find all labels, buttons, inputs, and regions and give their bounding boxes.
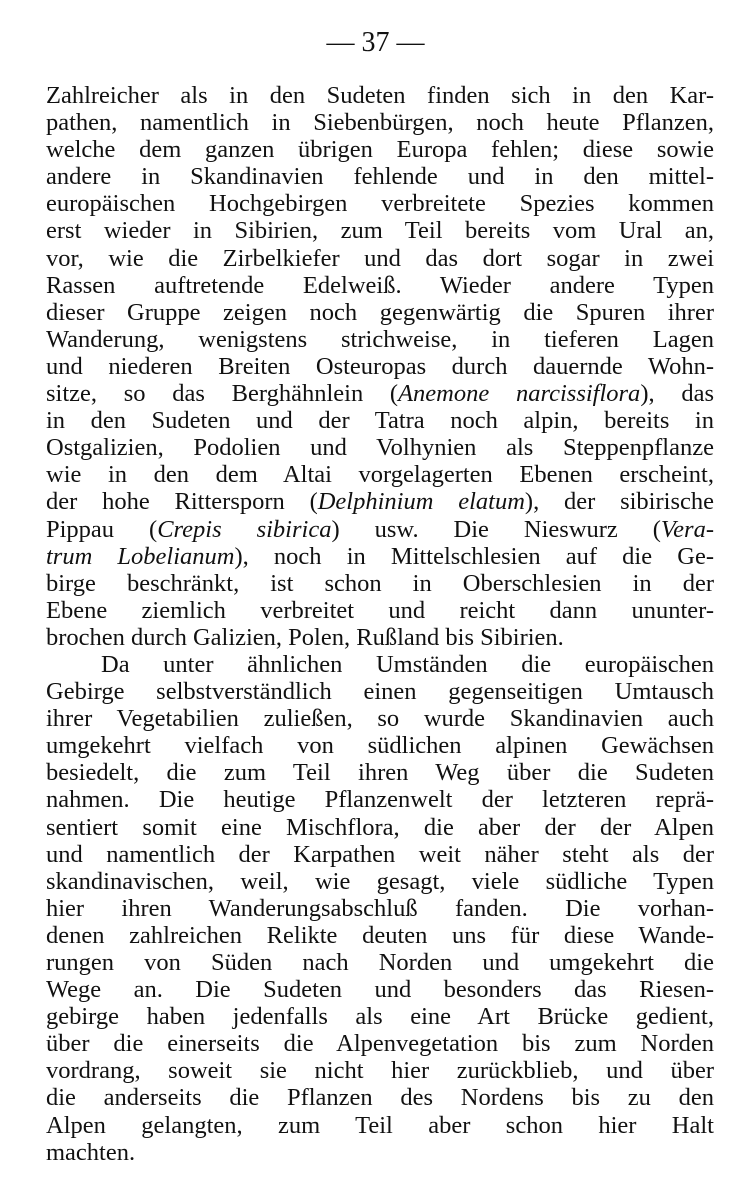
page-number: — 37 — [326,27,425,58]
text-segment: europäischen Hochgebirgen verbreitete Spezies kommen [46,190,714,218]
text-line [46,1139,714,1166]
italic-species-name: trum Lobelianum [46,542,235,570]
body-text [46,82,714,1166]
text-segment: ) usw. Die Nieswurz ( [331,515,661,543]
text-segment: ), das [640,380,714,408]
text-line [46,1057,714,1084]
text-line [46,597,714,624]
text-line [46,326,714,353]
text-segment: umgekehrt vielfach von südlichen alpinen Gewächsen [46,732,714,760]
text-line [46,976,714,1003]
text-line [46,895,714,922]
text-segment: skandinavischen, weil, wie gesagt, viele südliche Typen [46,867,714,895]
text-segment: die anderseits die Pflanzen des Nordens bis zu den [46,1084,714,1112]
text-line [46,759,714,786]
text-segment: machten. [46,1138,136,1166]
text-line [46,163,714,190]
text-segment: vordrang, soweit sie nicht hier zurückblieb, und über [46,1057,714,1085]
text-line [46,570,714,597]
text-segment: erst wieder in Sibirien, zum Teil bereits vom Ural an, [46,217,714,245]
text-segment: Rassen auftretende Edelweiß. Wieder andere Typen [46,271,714,299]
text-line [46,1003,714,1030]
text-segment: pathen, namentlich in Siebenbürgen, noch heute Pflanzen, [46,109,714,137]
text-line [46,217,714,244]
text-segment: ), noch in Mittelschlesien auf die Ge- [234,542,714,570]
text-segment: Pippau ( [46,515,158,543]
text-line [46,732,714,759]
text-line [46,272,714,299]
text-segment: Alpen gelangten, zum Teil aber schon hier Halt [46,1111,714,1139]
text-segment: brochen durch Galizien, Polen, Rußland bis Sibirien. [46,623,564,651]
text-line [46,190,714,217]
italic-species-name: Crepis sibirica [157,515,332,543]
text-segment: hier ihren Wanderungsabschluß fanden. Die vorhan- [46,894,714,922]
text-segment: Ebene ziemlich verbreitet und reicht dann ununter- [46,596,714,624]
text-segment: über die einerseits die Alpenvegetation bis zum Norden [46,1030,714,1058]
text-line [46,624,714,651]
text-line [46,814,714,841]
text-line [46,678,714,705]
text-segment: besiedelt, die zum Teil ihren Weg über die Sudeten [46,759,714,787]
italic-species-name: Vera- [660,515,714,543]
text-line [46,461,714,488]
text-line [46,705,714,732]
text-segment: vor, wie die Zirbelkiefer und das dort sogar in zwei [46,244,714,272]
text-line [46,407,714,434]
text-line [46,868,714,895]
text-line [46,109,714,136]
text-line [46,353,714,380]
text-segment: andere in Skandinavien fehlende und in den mittel- [46,163,714,191]
text-segment: in den Sudeten und der Tatra noch alpin, bereits in [46,407,714,435]
text-line [46,516,714,543]
text-segment: Wege an. Die Sudeten und besonders das Riesen- [46,976,714,1004]
text-segment: sitze, so das Berghähnlein ( [46,380,399,408]
text-segment: der hohe Rittersporn ( [46,488,318,516]
text-segment: Gebirge selbstverständlich einen gegenseitigen Umtausch [46,678,714,706]
text-line [46,299,714,326]
text-line [46,380,714,407]
text-line [46,922,714,949]
text-line [46,949,714,976]
text-line [46,651,714,678]
text-line [46,82,714,109]
text-line [46,136,714,163]
text-segment: welche dem ganzen übrigen Europa fehlen; diese sowie [46,136,714,164]
text-segment: dieser Gruppe zeigen noch gegenwärtig die Spuren ihrer [46,298,714,326]
text-segment: Zahlreicher als in den Sudeten finden sich in den Kar- [46,82,714,109]
text-segment: Da unter ähnlichen Umständen die europäischen [101,650,714,678]
text-segment: Ostgalizien, Podolien und Volhynien als Steppenpflanze [46,434,714,462]
text-segment: wie in den dem Altai vorgelagerten Ebenen erscheint, [46,461,714,489]
text-line [46,488,714,515]
text-segment: nahmen. Die heutige Pflanzenwelt der letzteren reprä- [46,786,714,814]
text-segment: ihrer Vegetabilien zuließen, so wurde Skandinavien auch [46,705,714,733]
italic-species-name: Anemone narcissiflora [398,380,641,408]
italic-species-name: Delphinium elatum [317,488,525,516]
text-segment: Wanderung, wenigstens strichweise, in tieferen Lagen [46,325,714,353]
text-line [46,841,714,868]
text-segment: gebirge haben jedenfalls als eine Art Brücke gedient, [46,1003,714,1031]
text-segment: rungen von Süden nach Norden und umgekehrt die [46,949,714,976]
text-segment: denen zahlreichen Relikte deuten uns für diese Wande- [46,921,714,949]
text-line [46,434,714,461]
text-segment: und namentlich der Karpathen weit näher steht als der [46,840,714,868]
text-segment: und niederen Breiten Osteuropas durch dauernde Wohn- [46,352,714,380]
text-line [46,1084,714,1111]
text-line [46,1030,714,1057]
text-line [46,1112,714,1139]
text-segment: ), der sibirische [524,488,714,516]
text-segment: birge beschränkt, ist schon in Oberschlesien in der [46,569,714,597]
text-line [46,543,714,570]
text-segment: sentiert somit eine Mischflora, die aber der der Alpen [46,813,714,841]
text-line [46,245,714,272]
text-line [46,786,714,813]
